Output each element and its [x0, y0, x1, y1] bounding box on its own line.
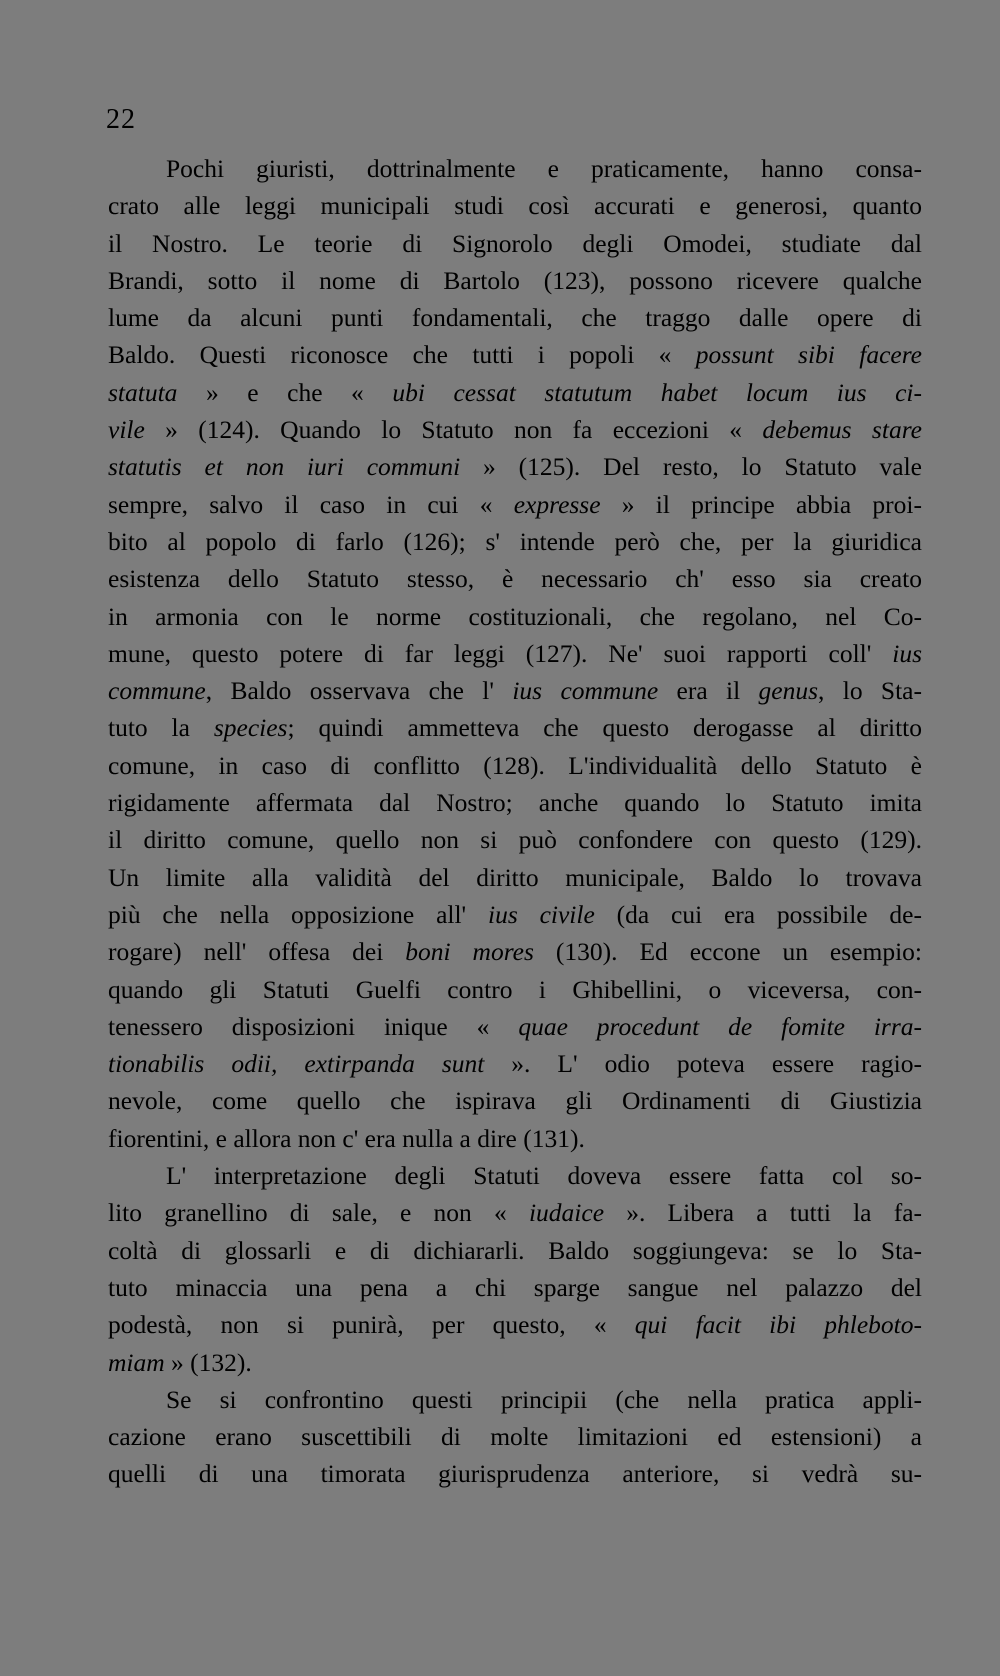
page-number: 22 [106, 104, 136, 135]
text-line: statuta » e che « ubi cessat statutum habet locum ius ci- [108, 377, 922, 407]
text-line: comune, in caso di conflitto (128). L'individualità dello Statuto è [108, 750, 922, 780]
text-line: il Nostro. Le teorie di Signorolo degli Omodei, studiate dal [108, 228, 922, 258]
text-line: esistenza dello Statuto stesso, è necessario ch' esso sia creato [108, 564, 922, 594]
text-line: Se si confrontino questi principii (che nella pratica appli- [166, 1384, 922, 1414]
text-line: Brandi, sotto il nome di Bartolo (123), possono ricevere qualche [108, 265, 922, 295]
text-line: Pochi giuristi, dottrinalmente e praticamente, hanno consa- [166, 154, 922, 183]
text-line: L' interpretazione degli Statuti doveva essere fatta col so- [166, 1161, 922, 1191]
text-line: quando gli Statuti Guelfi contro i Ghibellini, o viceversa, con- [108, 974, 922, 1004]
text-line: più che nella opposizione all' ius civile (da cui era possibile de- [108, 899, 922, 929]
text-line: tuto la species; quindi ammetteva che questo derogasse al diritto [108, 713, 923, 743]
text-line: il diritto comune, quello non si può confondere con questo (129). [108, 825, 922, 855]
text-line: commune, Baldo osservava che l' ius commune era il genus, lo Sta- [108, 676, 922, 706]
text-line: crato alle leggi municipali studi così accurati e generosi, quanto [108, 191, 922, 221]
text-line: lito granellino di sale, e non « iudaice ». Libera a tutti la fa- [108, 1198, 923, 1228]
text-line: lume da alcuni punti fondamentali, che traggo dalle opere di [108, 303, 922, 333]
text-line: tionabilis odii, extirpanda sunt ». L' odio poteva essere ragio- [108, 1049, 922, 1079]
text-line: Baldo. Questi riconosce che tutti i popoli « possunt sibi facere [108, 340, 923, 370]
text-line: cazione erano suscettibili di molte limitazioni ed estensioni) a [108, 1422, 922, 1452]
text-line: tenessero disposizioni inique « quae procedunt de fomite irra- [108, 1011, 922, 1041]
text-line: mune, questo potere di far leggi (127). Ne' suoi rapporti coll' ius [108, 638, 922, 668]
text-line: nevole, come quello che ispirava gli Ordinamenti di Giustizia [108, 1086, 922, 1116]
text-line: Un limite alla validità del diritto municipale, Baldo lo trovava [108, 862, 922, 892]
text-line: in armonia con le norme costituzionali, che regolano, nel Co- [108, 601, 922, 631]
body-text [108, 150, 922, 1493]
text-line: miam » (132). [108, 1347, 252, 1377]
text-line: quelli di una timorata giurisprudenza anteriore, si vedrà su- [108, 1459, 922, 1489]
text-line: bito al popolo di farlo (126); s' intende però che, per la giuridica [108, 526, 922, 556]
text-line: sempre, salvo il caso in cui « expresse » il principe abbia proi- [108, 489, 922, 519]
text-line: rogare) nell' offesa dei boni mores (130). Ed eccone un esempio: [108, 937, 922, 967]
text-line: coltà di glossarli e di dichiararli. Baldo soggiungeva: se lo Sta- [108, 1235, 922, 1265]
text-line: fiorentini, e allora non c' era nulla a dire (131). [108, 1123, 585, 1153]
text-line: podestà, non si punirà, per questo, « qui facit ibi phleboto- [108, 1310, 922, 1340]
text-line: vile » (124). Quando lo Statuto non fa eccezioni « debemus stare [108, 415, 922, 445]
text-line: statutis et non iuri communi » (125). Del resto, lo Statuto vale [108, 452, 922, 482]
text-line: rigidamente affermata dal Nostro; anche quando lo Statuto imita [108, 788, 922, 818]
text-line: tuto minaccia una pena a chi sparge sangue nel palazzo del [108, 1272, 922, 1302]
